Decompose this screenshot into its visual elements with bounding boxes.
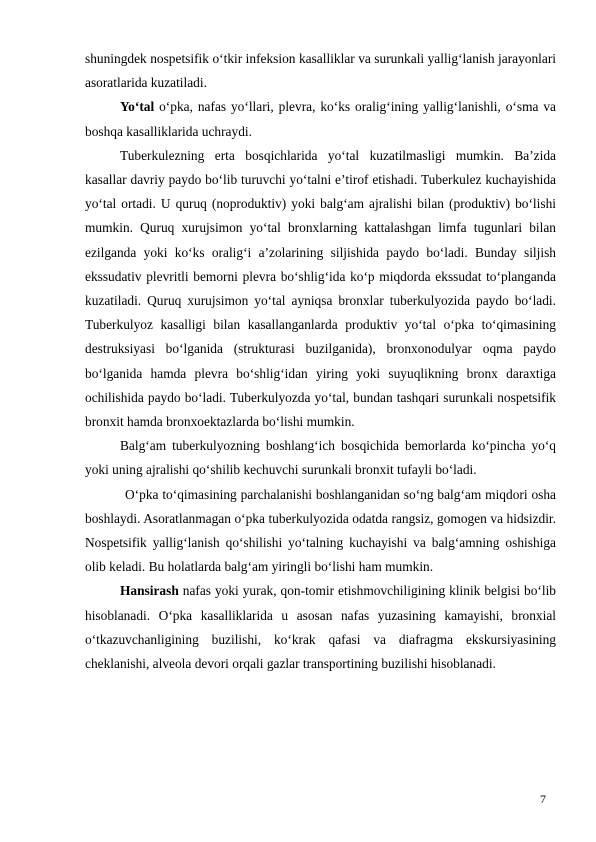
paragraph-3-text: Tuberkulezning erta bosqichlarida yoʻtal kuzatilmasligi mumkin. Baʼzida kasallar davriy paydo boʻlib turuvchi yoʻtalni eʼtirof etishadi. Tuberkulez kuchayishida yoʻtal ortadi. U quruq (noproduktiv) yoki balgʻam ajralishi bilan (produktiv) boʻlishi mumkin. Quruq xurujsimon yoʻtal bronxlarning kattalashgan limfa tugunlari bilan ezilganda yoki koʻks oraligʻi aʼzolarining siljishida paydo boʻladi. Bunday siljish ekssudativ plevritli bemorni plevra boʻshligʻida koʻp miqdorda ekssudat toʻplanganda kuzatiladi. Quruq xurujsimon yoʻtal ayniqsa bronxlar tuberkulyozida paydo boʻladi. Tuberkulyoz kasalligi bilan kasallanganlarda produktiv yoʻtal oʻpka toʻqimasining destruksiyasi boʻlganida (strukturasi buzilganida), bronxonodulyar oqma paydo boʻlganida hamda plevra boʻshligʻidan yiring yoki suyuqlikning bronx daraxtiga ochilishida paydo boʻladi. Tuberkulyozda yoʻtal, bundan tashqari surunkali nospetsifik bronxit hamda bronxoektazlarda boʻlishi mumkin. [85, 147, 556, 430]
term-yotal: Yoʻtal [120, 99, 155, 115]
paragraph-2-text: oʻpka, nafas yoʻllari, plevra, koʻks oraligʻining yalligʻlanishli, oʻsma va boshqa kasalliklarida uchraydi. [85, 99, 556, 139]
paragraph-1-text: shuningdek nospetsifik oʻtkir infeksion kasalliklar va surunkali yalligʻlanish jarayonlari asoratlarida kuzatiladi. [85, 51, 556, 91]
document-page [85, 47, 556, 676]
paragraph-2 [85, 95, 556, 143]
paragraph-3 [85, 144, 556, 434]
paragraph-6-text: nafas yoki yurak, qon-tomir etishmovchiligining klinik belgisi boʻlib hisoblanadi. Oʻpka kasalliklarida u asosan nafas yuzasining kamayishi, bronxial oʻtkazuvchanligining buzilishi, koʻkrak qafasi va diafragma ekskursiyasining cheklanishi, alveola devori orqali gazlar transportining buzilishi hisoblanadi. [85, 583, 556, 672]
paragraph-5-text: Oʻpka toʻqimasining parchalanishi boshlanganidan soʻng balgʻam miqdori osha boshlaydi. Asoratlanmagan oʻpka tuberkulyozida odatda rangsiz, gomogen va hidsizdir. Nospetsifik yalligʻlanish qoʻshilishi yoʻtalning kuchayishi va balgʻamning oshishiga olib keladi. Bu holatlarda balgʻam yiringli boʻlishi ham mumkin. [85, 486, 556, 575]
paragraph-4-text: Balgʻam tuberkulyozning boshlangʻich bosqichida bemorlarda koʻpincha yoʻq yoki uning ajralishi qoʻshilib kechuvchi surunkali bronxit tufayli boʻladi. [85, 438, 556, 478]
term-hansirash: Hansirash [120, 583, 179, 599]
paragraph-4 [85, 434, 556, 482]
page-number: 7 [540, 792, 546, 806]
paragraph-6 [85, 579, 556, 676]
paragraph-5 [85, 483, 556, 580]
paragraph-1 [85, 47, 556, 95]
